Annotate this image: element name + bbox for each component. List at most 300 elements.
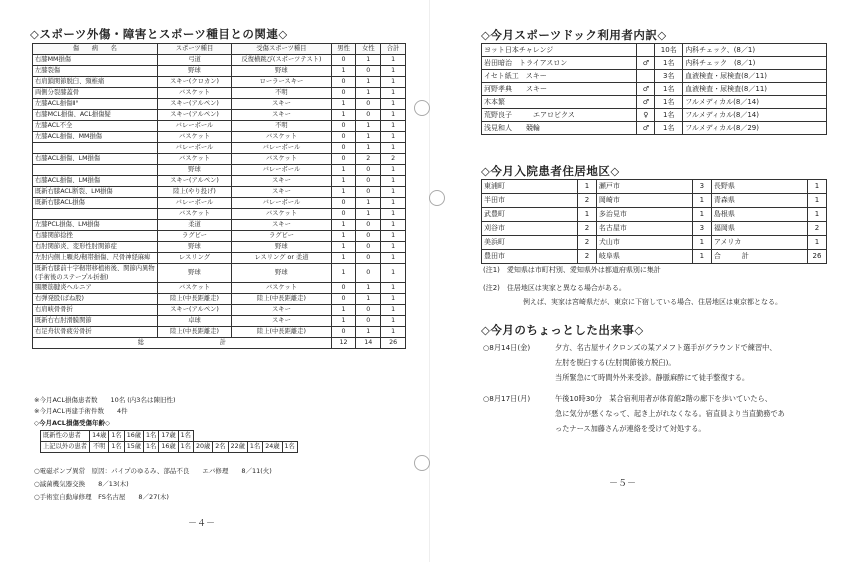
table-row [33, 55, 406, 66]
total-male: 12 [331, 338, 356, 349]
table-cell [33, 209, 158, 220]
table-cell: 0 [331, 121, 356, 132]
table-header-cell: スポーツ種目 [157, 44, 231, 55]
table-row [33, 327, 406, 338]
patient-cell: 3 [692, 222, 711, 236]
table-cell: 0 [356, 220, 381, 231]
table-cell: 1 [381, 187, 406, 198]
table-cell: 1 [356, 77, 381, 88]
event-text [555, 391, 833, 436]
punch-hole [429, 190, 445, 206]
table-cell: 右足舟状骨疲労骨折 [33, 327, 158, 338]
table-cell: 0 [331, 198, 356, 209]
table-cell: スキー(アルペン) [157, 305, 231, 316]
dock-cell: 1名 [655, 122, 683, 135]
dock-cell: 3名 [655, 70, 683, 83]
table-cell: 0 [356, 316, 381, 327]
patient-row [482, 194, 827, 208]
punch-hole [414, 100, 430, 116]
table-cell: スキー(アルペン) [157, 110, 231, 121]
dock-cell: 1名 [655, 57, 683, 70]
table-cell: 1 [356, 198, 381, 209]
table-row [33, 165, 406, 176]
table-cell: ローラースキー [232, 77, 332, 88]
table-cell: 0 [331, 283, 356, 294]
age-cell: 24歳 [263, 442, 282, 453]
patient-cell: 1 [692, 250, 711, 264]
table-cell: 1 [331, 176, 356, 187]
table-cell: 1 [331, 187, 356, 198]
age-cell: 14歳 [90, 431, 109, 442]
table-cell: 0 [331, 327, 356, 338]
table-cell: 陸上(中長距離走) [157, 327, 231, 338]
dock-cell: ♂ [637, 83, 655, 96]
table-cell: 野球 [157, 66, 231, 77]
table-cell: 1 [381, 253, 406, 264]
table-row [33, 294, 406, 305]
dock-table [481, 43, 827, 135]
patient-cell: 犬山市 [596, 236, 692, 250]
table-cell: バレーボール [232, 143, 332, 154]
table-header-cell: 傷 病 名 [33, 44, 158, 55]
table-cell: 1 [331, 231, 356, 242]
dock-row [482, 44, 827, 57]
patient-section-title: ◇今月入院患者住居地区◇ [481, 164, 620, 178]
age-cell: 15歳 [124, 442, 143, 453]
table-cell: バレーボール [232, 165, 332, 176]
dock-cell: ♀ [637, 109, 655, 122]
table-cell: 野球 [157, 165, 231, 176]
dock-cell: 血液検査・尿検査(8／11) [683, 83, 827, 96]
dock-cell: 木本繁 [482, 96, 637, 109]
table-row [33, 99, 406, 110]
table-cell [33, 165, 158, 176]
table-cell: 1 [381, 242, 406, 253]
table-cell: スキー [232, 187, 332, 198]
table-cell: 弓道 [157, 55, 231, 66]
table-cell: 0 [356, 66, 381, 77]
table-cell: 1 [381, 327, 406, 338]
table-cell: 1 [331, 242, 356, 253]
table-cell: 両側分裂膝蓋骨 [33, 88, 158, 99]
patient-cell: 瀬戸市 [596, 180, 692, 194]
event-line: 急に気分が悪くなって、起き上がれなくなる。宿直員より当直勤務であ [555, 409, 785, 418]
age-cell: 16歳 [159, 442, 178, 453]
dock-cell: ♂ [637, 57, 655, 70]
event-line: 午後10時30分 某合宿利用者が体育館2階の廊下を歩いていたら、 [555, 394, 772, 403]
dock-cell: 内科チェック、(8／1) [683, 44, 827, 57]
patient-cell: 1 [692, 208, 711, 222]
table-cell: 左膝ACL不全 [33, 121, 158, 132]
age-row [41, 442, 298, 453]
table-cell: ラグビー [232, 231, 332, 242]
dock-cell: 血液検査・尿検査(8／11) [683, 70, 827, 83]
dock-cell: 荒野良子 エアロビクス [482, 109, 637, 122]
table-cell: 1 [381, 294, 406, 305]
patient-cell: アメリカ [711, 236, 807, 250]
age-cell: 上記以外の患者 [41, 442, 90, 453]
table-cell: スキー [232, 220, 332, 231]
patient-row [482, 236, 827, 250]
dock-cell: イセト紙工 スキー [482, 70, 637, 83]
event-line: ったナース加藤さんが連絡を受けて対処する。 [555, 424, 706, 433]
table-cell: バスケット [157, 283, 231, 294]
table-cell: 左膝PCL損傷、LM損傷 [33, 220, 158, 231]
dock-cell: 河野孝典 スキー [482, 83, 637, 96]
table-cell: 0 [356, 110, 381, 121]
patient-cell: 1 [578, 208, 597, 222]
table-cell: 右肩峡骨骨折 [33, 305, 158, 316]
table-row [33, 209, 406, 220]
table-cell: 1 [331, 316, 356, 327]
patient-area-table [481, 179, 827, 264]
table-cell: スキー [232, 176, 332, 187]
table-row [33, 283, 406, 294]
age-cell: 不明 [90, 442, 109, 453]
age-cell: 16歳 [124, 431, 143, 442]
table-row [33, 242, 406, 253]
dock-cell: 1名 [655, 83, 683, 96]
table-cell: 左肘内側上顆炎/靭帯損傷、尺骨神経麻痺 [33, 253, 158, 264]
events-section-title: ◇今月のちょっとした出来事◇ [481, 323, 644, 337]
dock-cell: フルメディカル(8／14) [683, 109, 827, 122]
table-row [33, 143, 406, 154]
dock-row [482, 83, 827, 96]
table-cell: 左膝ACL損傷Ⅱ° [33, 99, 158, 110]
age-cell: 1名 [178, 442, 193, 453]
table-cell: 1 [331, 99, 356, 110]
total-sum: 26 [381, 338, 406, 349]
patient-cell: 2 [578, 222, 597, 236]
table-cell: スキー [232, 110, 332, 121]
table-cell: 0 [356, 231, 381, 242]
table-cell: 1 [381, 110, 406, 121]
table-cell: 2 [381, 154, 406, 165]
table-header-cell: 男性 [331, 44, 356, 55]
dock-cell: フルメディカル(8／14) [683, 96, 827, 109]
table-row [33, 187, 406, 198]
age-cell: 1名 [109, 431, 124, 442]
total-female: 14 [356, 338, 381, 349]
table-cell: 右膝ACL損傷、LM損傷 [33, 176, 158, 187]
table-cell: バスケット [157, 209, 231, 220]
table-cell: 1 [331, 305, 356, 316]
patient-cell: 豊田市 [482, 250, 578, 264]
patient-cell: 美浜町 [482, 236, 578, 250]
patient-cell: 1 [808, 208, 827, 222]
age-cell: 20歳 [193, 442, 212, 453]
age-cell: 22歳 [228, 442, 247, 453]
table-cell: レスリング or 柔道 [232, 253, 332, 264]
dock-row [482, 109, 827, 122]
table-row [33, 231, 406, 242]
acl-age-title: ◇今月ACL損傷受傷年齢◇ [34, 419, 110, 427]
event-date: ○8月14日(金) [483, 343, 531, 352]
table-cell: 1 [381, 55, 406, 66]
patient-cell: 2 [578, 236, 597, 250]
table-cell: 右弾発股(ばね股) [33, 294, 158, 305]
patient-row [482, 180, 827, 194]
dock-cell: 岩田暗治 トライアスロン [482, 57, 637, 70]
patient-cell: 刈谷市 [482, 222, 578, 236]
table-cell: スキー [232, 99, 332, 110]
table-cell: 0 [331, 132, 356, 143]
event-pump: ○電磁ポンプ異常 原因：パイプのゆるみ、部品不良 エバ修理 8／11(火) [34, 467, 272, 475]
events-list [483, 340, 833, 442]
table-cell: 1 [356, 209, 381, 220]
injury-table-header [33, 44, 406, 55]
table-cell: 1 [381, 209, 406, 220]
table-cell: 1 [381, 231, 406, 242]
table-cell: 不明 [232, 121, 332, 132]
dock-cell: 1名 [655, 109, 683, 122]
dock-section-title: ◇今月スポーツドック利用者内訳◇ [481, 28, 667, 42]
table-cell: レスリング [157, 253, 231, 264]
table-cell: 1 [381, 88, 406, 99]
table-cell: 1 [381, 121, 406, 132]
age-cell: 1名 [282, 442, 297, 453]
table-cell: スキー(クロカン) [157, 77, 231, 88]
event-door: ○手術室自動扉修理 FS名古屋 8／27(木) [34, 493, 169, 501]
dock-row [482, 57, 827, 70]
age-cell: 2名 [213, 442, 228, 453]
dock-cell: 内科チェック (8／1) [683, 57, 827, 70]
age-cell: 1名 [144, 442, 159, 453]
table-cell: 1 [331, 253, 356, 264]
table-cell: バレーボール [157, 121, 231, 132]
table-cell: 野球 [232, 66, 332, 77]
table-cell: 0 [356, 242, 381, 253]
table-cell: 0 [331, 55, 356, 66]
table-cell: 野球 [232, 242, 332, 253]
table-cell: スキー [232, 316, 332, 327]
dock-cell: ヨット日本チャレンジ [482, 44, 637, 57]
table-cell: 1 [381, 66, 406, 77]
table-row [33, 198, 406, 209]
patient-cell: 1 [578, 180, 597, 194]
patient-cell: 多治見市 [596, 208, 692, 222]
acl-patient-count: ※今月ACL損傷患者数 10名 (内3名は陳旧性) [34, 396, 176, 404]
patient-note-3: 例えば、実家は宮崎県だが、東京に下宿している場合、住居地区は東京都となる。 [523, 298, 782, 306]
patient-cell: 青森県 [711, 194, 807, 208]
table-cell: 1 [381, 316, 406, 327]
event-line: 当所緊急にて時間外外来受診。静脈麻酔にて徒手整復する。 [555, 373, 750, 382]
patient-cell: 1 [692, 236, 711, 250]
table-header-cell: 受傷スポーツ種目 [232, 44, 332, 55]
table-cell: スキー(アルペン) [157, 176, 231, 187]
table-cell: 左膝ACL損傷、MM損傷 [33, 132, 158, 143]
patient-cell: 2 [578, 194, 597, 208]
dock-row [482, 96, 827, 109]
table-cell: 1 [356, 327, 381, 338]
table-cell: 1 [356, 132, 381, 143]
dock-cell: 浅見和人 競輪 [482, 122, 637, 135]
age-cell: 1名 [109, 442, 124, 453]
table-cell: 1 [356, 121, 381, 132]
injury-section-title: ◇スポーツ外傷・障害とスポーツ種目との関連◇ [30, 27, 288, 41]
table-cell: 1 [331, 220, 356, 231]
table-cell: 陸上(中長距離走) [232, 327, 332, 338]
table-cell: 既新右膝前十字靭帯移植術後、関節内異物(手術後のステープル折損) [33, 264, 158, 283]
table-cell: 1 [381, 264, 406, 283]
table-cell: 右肘関節炎、変形性肘関節症 [33, 242, 158, 253]
table-cell: 左膝裂傷 [33, 66, 158, 77]
table-cell: バスケット [232, 283, 332, 294]
table-cell: 陸上(やり投げ) [157, 187, 231, 198]
age-cell: 17歳 [159, 431, 178, 442]
event-text [555, 340, 833, 385]
table-cell: 0 [356, 305, 381, 316]
table-header-cell: 合計 [381, 44, 406, 55]
table-cell: バレーボール [157, 143, 231, 154]
dock-row [482, 70, 827, 83]
table-cell: 反復横跳び(スポーツテスト) [232, 55, 332, 66]
dock-cell: 1名 [655, 96, 683, 109]
table-row [33, 154, 406, 165]
patient-row [482, 208, 827, 222]
patient-row [482, 250, 827, 264]
table-cell [33, 143, 158, 154]
table-cell: 1 [381, 283, 406, 294]
patient-cell: 岐阜県 [596, 250, 692, 264]
dock-cell: ♂ [637, 122, 655, 135]
table-cell: 既新右膝ACL断裂、LM損傷 [33, 187, 158, 198]
table-cell: 1 [356, 88, 381, 99]
table-cell: バスケット [157, 154, 231, 165]
table-cell: 既新右膝ACL損傷 [33, 198, 158, 209]
table-cell: 右膝MCL損傷、ACL損傷疑 [33, 110, 158, 121]
table-cell: バスケット [232, 209, 332, 220]
table-cell: 0 [356, 99, 381, 110]
event-sterilizer: ○滅菌機気器交換 8／13(木) [34, 480, 129, 488]
table-cell: 陸上(中長距離走) [232, 294, 332, 305]
table-cell: 1 [356, 294, 381, 305]
acl-surgery-count: ※今月ACL再建手術件数 4件 [34, 407, 128, 415]
table-cell: 0 [356, 264, 381, 283]
patient-row [482, 222, 827, 236]
patient-cell: 福岡県 [711, 222, 807, 236]
table-cell: 2 [356, 154, 381, 165]
age-cell: 1名 [144, 431, 159, 442]
table-row [33, 316, 406, 327]
table-cell: 0 [331, 143, 356, 154]
table-row [33, 121, 406, 132]
dock-cell: ♂ [637, 96, 655, 109]
table-cell: 1 [381, 220, 406, 231]
punch-hole [414, 455, 430, 471]
patient-note-2: (注2) 住居地区は実家と異なる場合がある。 [483, 284, 626, 292]
patient-cell: 名古屋市 [596, 222, 692, 236]
patient-cell: 島根県 [711, 208, 807, 222]
table-cell: 1 [381, 176, 406, 187]
table-cell: 1 [331, 165, 356, 176]
dock-cell [637, 44, 655, 57]
patient-cell: 3 [692, 180, 711, 194]
table-cell: 野球 [157, 242, 231, 253]
table-cell: 1 [381, 198, 406, 209]
table-row [33, 110, 406, 121]
age-row [41, 431, 298, 442]
table-cell: 1 [381, 77, 406, 88]
table-row [33, 220, 406, 231]
table-cell: 陸上(中長距離走) [157, 294, 231, 305]
table-cell: 野球 [232, 264, 332, 283]
table-cell: 既新右右肘滑膜関節 [33, 316, 158, 327]
acl-age-table [40, 430, 298, 453]
patient-cell: 合 計 [711, 250, 807, 264]
event-item [483, 340, 833, 385]
event-item [483, 391, 833, 436]
patient-cell: 1 [808, 180, 827, 194]
age-cell: 既新性の患者 [41, 431, 90, 442]
patient-cell: 1 [808, 236, 827, 250]
table-cell: 1 [331, 66, 356, 77]
table-row [33, 77, 406, 88]
table-header-cell: 女性 [356, 44, 381, 55]
dock-cell: 10名 [655, 44, 683, 57]
table-cell: 1 [331, 110, 356, 121]
table-cell: 0 [331, 294, 356, 305]
patient-note-1: (注1) 愛知県は市町村別、愛知県外は都道府県別に集計 [483, 266, 661, 274]
table-row [33, 305, 406, 316]
table-cell: 腸腰筋腱炎ヘルニア [33, 283, 158, 294]
table-cell: 0 [331, 154, 356, 165]
table-cell: 1 [381, 132, 406, 143]
age-cell: 1名 [247, 442, 262, 453]
patient-cell: 1 [692, 194, 711, 208]
total-label: 総 計 [33, 338, 332, 349]
table-cell: ラグビー [157, 231, 231, 242]
table-cell: バスケット [157, 132, 231, 143]
table-row [33, 253, 406, 264]
table-cell: 不明 [232, 88, 332, 99]
table-cell: 0 [331, 77, 356, 88]
table-cell: バスケット [232, 154, 332, 165]
table-cell: 卓球 [157, 316, 231, 327]
patient-cell: 武豊町 [482, 208, 578, 222]
table-cell: 右肩鎖関節脱臼、頸椎痛 [33, 77, 158, 88]
table-cell: 柔道 [157, 220, 231, 231]
table-cell: バスケット [232, 132, 332, 143]
event-line: 左肘を脱臼する(左肘関節後方脱臼)。 [555, 358, 676, 367]
table-cell: 野球 [157, 264, 231, 283]
table-cell: 右膝MM損傷 [33, 55, 158, 66]
patient-cell: 2 [808, 222, 827, 236]
event-line: 夕方、名古屋サイクロンズの某アメフト選手がグラウンドで練習中、 [555, 343, 777, 352]
table-cell: 0 [356, 253, 381, 264]
table-cell: 0 [356, 176, 381, 187]
table-cell: 0 [356, 187, 381, 198]
patient-cell: 東浦町 [482, 180, 578, 194]
table-cell: 1 [381, 99, 406, 110]
table-cell: 1 [381, 165, 406, 176]
patient-cell: 1 [808, 194, 827, 208]
table-cell: 0 [356, 165, 381, 176]
patient-cell: 26 [808, 250, 827, 264]
table-cell: 1 [381, 305, 406, 316]
table-cell: スキー [232, 305, 332, 316]
table-cell: 0 [331, 88, 356, 99]
table-row [33, 88, 406, 99]
table-cell: 1 [331, 264, 356, 283]
patient-cell: 長野県 [711, 180, 807, 194]
patient-cell: 半田市 [482, 194, 578, 208]
table-cell: 1 [356, 283, 381, 294]
table-cell: バスケット [157, 88, 231, 99]
table-cell: バレーボール [157, 198, 231, 209]
total-row [33, 338, 406, 349]
page-number-left: －４－ [188, 519, 216, 529]
